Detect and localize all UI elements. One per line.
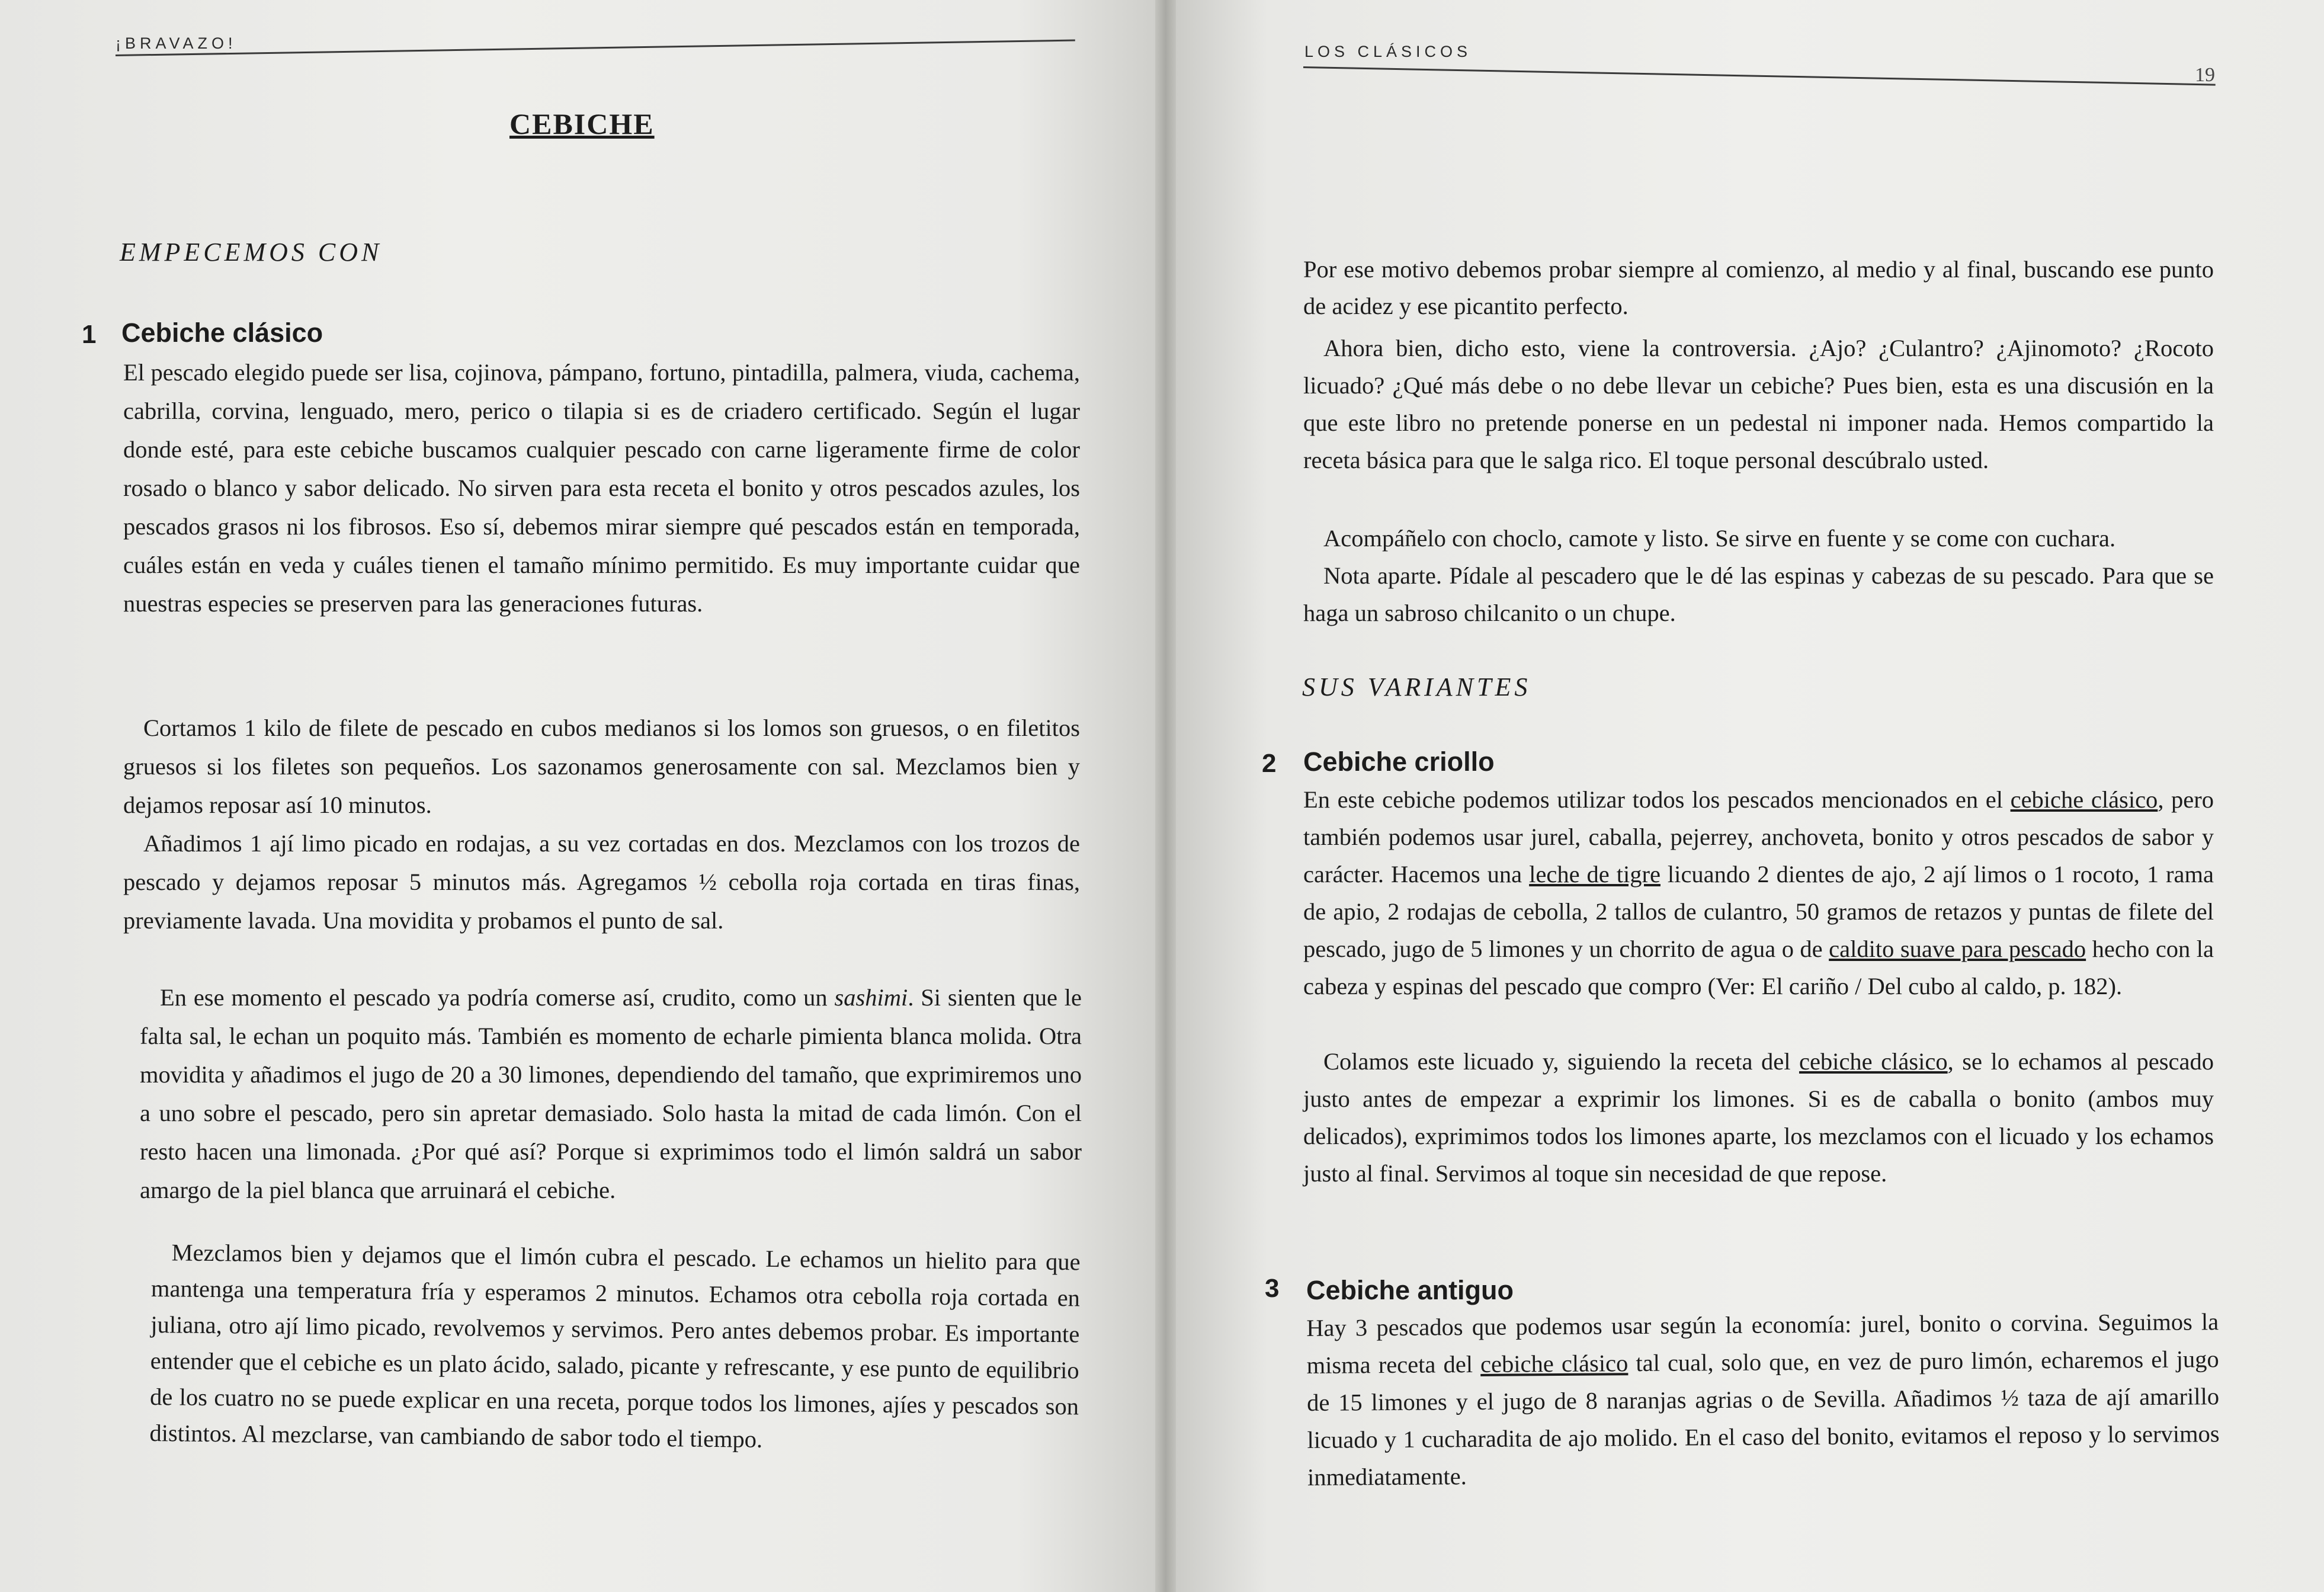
paragraph-7: Ahora bien, dicho esto, viene la controversia. ¿Ajo? ¿Culantro? ¿Ajinomoto? ¿Rocoto licuado? ¿Qué más debe o no debe llevar un cebiche? Pues bien, esta es una discusión en la que este libro no pretende ponerse en un pedestal ni imponer nada. Hemos compartido la receta básica para que le salga rico. El toque personal descúbralo usted.: [1303, 335, 2214, 473]
paragraph-4-text-a: En ese momento el pescado ya podría comerse así, crudito, como un: [160, 984, 835, 1011]
link-cebiche-clasico[interactable]: cebiche clásico: [2010, 786, 2158, 813]
running-head-left: ¡BRAVAZO!: [116, 34, 237, 52]
running-head-right: LOS CLÁSICOS: [1304, 43, 1472, 60]
paragraph-8: Acompáñelo con choclo, camote y listo. Se sirve en fuente y se come con cuchara.: [1323, 525, 2116, 552]
paragraph-1: El pescado elegido puede ser lisa, cojinova, pámpano, fortuno, pintadilla, palmera, viuda, cachema, cabrilla, corvina, lenguado, mero, perico o tilapia si es de criadero certificado. Según el lugar donde esté, para este cebiche buscamos cualquier pescado con carne ligeramente firme de color rosado o blanco y sabor delicado. No sirven para esta receta el bonito y otros pescados azules, los pescados grasos ni los fibrosos. Eso sí, debemos mirar siempre qué pescados están en temporada, cuáles están en veda y cuáles tienen el tamaño mínimo permitido. Es muy importante cuidar que nuestras especies se preserven para las generaciones futuras.: [123, 359, 1080, 617]
paragraph-3: Añadimos 1 ají limo picado en rodajas, a su vez cortadas en dos. Mezclamos con los trozos de pescado y dejamos reposar 5 minutos más. Agregamos ½ cebolla roja cortada en tiras finas, previamente lavada. Una movidita y probamos el punto de sal.: [123, 830, 1080, 934]
paragraph-11-text-b: , se lo echamos al pescado justo antes de empezar a exprimir los limones. Si es de caballa o bonito (ambos muy delicados), exprimimos todos los limones aparte, los mezclamos con el licuado y los echamos justo al final. Servimos al toque sin necesidad de que repose.: [1303, 1048, 2214, 1187]
paragraph-10-text-c: licuando 2 dientes de ajo, 2 ají limos o 1 rocoto, 1 rama de apio, 2 rodajas de cebolla, 2 tallos de culantro, 50 gramos de retazos y puntas de filete del pescado, jugo de 5 limones y un chorrito de agua o de: [1303, 861, 2214, 962]
page-title: CEBICHE: [509, 107, 655, 140]
paragraph-12: [1306, 1303, 2220, 1496]
link-leche-de-tigre[interactable]: leche de tigre: [1529, 861, 1661, 888]
paragraph-4-italic: sashimi: [834, 984, 908, 1011]
section-heading-variantes: SUS VARIANTES: [1302, 672, 1531, 701]
paragraph-11-text-a: Colamos este licuado y, siguiendo la receta del: [1323, 1048, 1799, 1075]
recipe-number-3: 3: [1265, 1274, 1280, 1303]
paragraph-10-text-d: hecho con la cabeza y espinas del pescado que compro (Ver: El cariño / Del cubo al caldo, p. 182).: [1303, 936, 2214, 1000]
header-rule-right: [1303, 66, 2216, 86]
recipe-number-2: 2: [1262, 749, 1277, 778]
paragraph-6: Por ese motivo debemos probar siempre al comienzo, al medio y al final, buscando ese punto de acidez y ese picantito perfecto.: [1303, 256, 2214, 319]
paragraph-4: [140, 978, 1082, 1209]
section-heading-empecemos: EMPECEMOS CON: [120, 238, 383, 267]
paragraph-10-text-b: , pero también podemos usar jurel, caballa, pejerrey, anchoveta, bonito y otros pescados de sabor y carácter. Hacemos una: [1303, 786, 2214, 888]
header-rule-left: [116, 40, 1075, 56]
link-cebiche-clasico-2[interactable]: cebiche clásico: [1799, 1048, 1948, 1075]
recipe-title-cebiche-clasico: Cebiche clásico: [121, 318, 323, 348]
paragraph-12-text-a: Hay 3 pescados que podemos usar según la economía: jurel, bonito o corvina. Seguimos la misma receta del: [1306, 1308, 2219, 1379]
recipe-number-1: 1: [82, 320, 97, 349]
recipe-title-cebiche-criollo: Cebiche criollo: [1303, 747, 1495, 777]
paragraph-2: Cortamos 1 kilo de filete de pescado en cubos medianos si los lomos son gruesos, o en filetitos gruesos si los filetes son pequeños. Los sazonamos generosamente con sal. Mezclamos bien y dejamos reposar así 10 minutos.: [123, 715, 1080, 818]
book-gutter: [1155, 0, 1176, 1592]
paragraph-10-text-a: En este cebiche podemos utilizar todos los pescados mencionados en el: [1303, 786, 2011, 813]
paragraph-12-text-b: tal cual, solo que, en vez de puro limón, echaremos el jugo de 15 limones y el jugo de 8 naranjas agrias o de Sevilla. Añadimos ½ taza de ají amarillo licuado y 1 cucharadita de ajo molido. En el caso del bonito, evitamos el reposo y lo servimos inmediatamente.: [1306, 1346, 2220, 1491]
recipe-title-cebiche-antiguo: Cebiche antiguo: [1306, 1275, 1514, 1305]
paragraph-10: [1303, 781, 2214, 1005]
paragraph-4-text-b: . Si sienten que le falta sal, le echan un poquito más. También es momento de echarle pimienta blanca molida. Otra movidita y añadimos el jugo de 20 a 30 limones, dependiendo del tamaño, que exprimiremos uno a uno sobre el pescado, pero sin apretar demasiado. Solo hasta la mitad de cada limón. Con el resto hacen una limonada. ¿Por qué así? Porque si exprimimos todo el limón saldrá un sabor amargo de la piel blanca que arruinará el cebiche.: [140, 984, 1082, 1203]
paragraph-5: Mezclamos bien y dejamos que el limón cubra el pescado. Le echamos un hielito para que mantenga una temperatura fría y esperamos 2 minutos. Echamos otra cebolla roja cortada en juliana, otro ají limo picado, revolvemos y servimos. Pero antes debemos probar. Es importante entender que el cebiche es un plato ácido, salado, picante y refrescante, y ese punto de equilibrio de los cuatro no se puede explicar en una receta, porque todos los limones, ajíes y pescados son distintos. Al mezclarse, van cambiando de sabor todo el tiempo.: [149, 1239, 1081, 1453]
paragraph-11: [1303, 1043, 2214, 1192]
paragraph-9: Nota aparte. Pídale al pescadero que le dé las espinas y cabezas de su pescado. Para que se haga un sabroso chilcanito o un chupe.: [1303, 562, 2214, 626]
right-page: [1176, 0, 2324, 1592]
page-number: 19: [2195, 64, 2215, 86]
link-cebiche-clasico-3[interactable]: cebiche clásico: [1480, 1350, 1629, 1378]
link-caldito-suave[interactable]: caldito suave para pescado: [1829, 936, 2086, 962]
left-page: [0, 0, 1155, 1592]
